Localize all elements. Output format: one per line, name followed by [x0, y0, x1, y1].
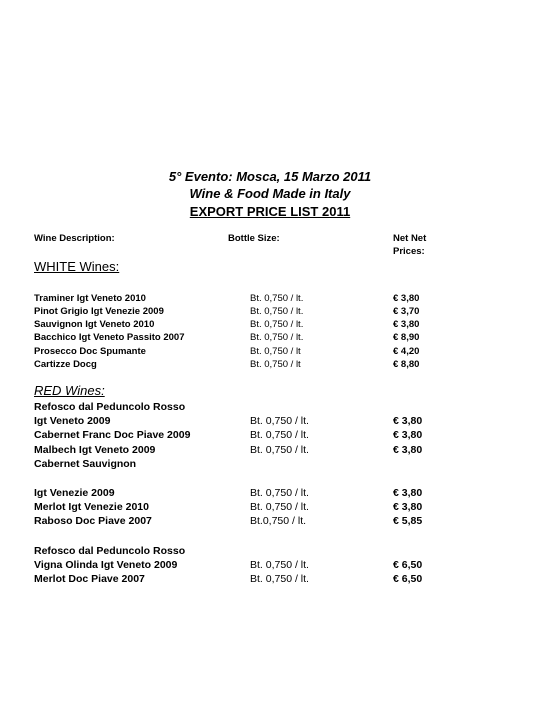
table-row	[0, 305, 540, 318]
event-subtitle: Wine & Food Made in Italy	[189, 186, 351, 201]
bottle-size: Bt. 0,750 / lt.	[250, 319, 304, 330]
bottle-size: Bt. 0,750 / lt.	[250, 573, 309, 585]
table-row	[0, 318, 540, 331]
price-list-title: EXPORT PRICE LIST 2011	[189, 204, 351, 219]
wine-name: Cartizze Docg	[34, 359, 97, 370]
wine-name: Merlot Igt Venezie 2010	[34, 501, 149, 513]
column-header-price	[393, 232, 426, 258]
table-row	[0, 457, 540, 470]
table-row	[0, 500, 540, 513]
table-row	[0, 414, 540, 427]
wine-price: € 8,90	[393, 332, 420, 343]
bottle-size: Bt.0,750 / lt.	[250, 515, 307, 527]
wine-price: € 3,70	[393, 306, 420, 317]
bottle-size: Bt. 0,750 / lt.	[250, 429, 309, 441]
wine-name: Cabernet Sauvignon	[34, 458, 137, 470]
event-title: 5° Evento: Mosca, 15 Marzo 2011	[168, 169, 372, 184]
wine-name: Bacchico Igt Veneto Passito 2007	[34, 332, 185, 343]
white-wines-heading: WHITE Wines:	[34, 259, 120, 274]
bottle-size: Bt. 0,750 / lt.	[250, 444, 309, 456]
bottle-size: Bt. 0,750 / lt.	[250, 415, 309, 427]
wine-price: € 3,80	[393, 444, 423, 456]
wine-name: Merlot Doc Piave 2007	[34, 573, 145, 585]
wine-name: Malbech Igt Veneto 2009	[34, 444, 156, 456]
wine-name: Vigna Olinda Igt Veneto 2009	[34, 559, 178, 571]
table-row	[0, 331, 540, 344]
bottle-size: Bt. 0,750 / lt.	[250, 293, 304, 304]
table-row	[0, 400, 540, 413]
bottle-size: Bt. 0,750 / lt.	[250, 487, 309, 499]
red-wines-heading: RED Wines:	[34, 383, 105, 398]
bottle-size: Bt. 0,750 / lt.	[250, 306, 304, 317]
wine-price: € 3,80	[393, 415, 423, 427]
wine-name: Traminer Igt Veneto 2010	[34, 293, 146, 304]
wine-price: € 6,50	[393, 559, 423, 571]
wine-price: € 5,85	[393, 515, 423, 527]
wine-name: Sauvignon Igt Veneto 2010	[34, 319, 155, 330]
bottle-size: Bt. 0,750 / lt.	[250, 559, 309, 571]
table-row	[0, 443, 540, 456]
table-row	[0, 558, 540, 571]
bottle-size: Bt. 0,750 / lt	[250, 359, 301, 370]
table-row	[0, 292, 540, 305]
wine-price: € 3,80	[393, 501, 423, 513]
wine-price: € 6,50	[393, 573, 423, 585]
table-row	[0, 486, 540, 499]
bottle-size: Bt. 0,750 / lt.	[250, 332, 304, 343]
wine-price: € 3,80	[393, 487, 423, 499]
column-header-bottle-size: Bottle Size:	[228, 233, 280, 244]
wine-price: € 3,80	[393, 429, 423, 441]
wine-price: € 3,80	[393, 319, 420, 330]
bottle-size: Bt. 0,750 / lt.	[250, 501, 309, 513]
table-row	[0, 514, 540, 527]
table-row	[0, 428, 540, 441]
column-header-description: Wine Description:	[34, 233, 115, 244]
column-header-price-line1: Net Net	[393, 233, 427, 244]
table-row	[0, 345, 540, 358]
column-header-price-line2: Prices:	[393, 246, 425, 257]
table-row	[0, 358, 540, 371]
bottle-size: Bt. 0,750 / lt	[250, 346, 301, 357]
wine-name: Cabernet Franc Doc Piave 2009	[34, 429, 191, 441]
wine-price: € 4,20	[393, 346, 420, 357]
wine-name: Igt Venezie 2009	[34, 487, 115, 499]
wine-name: Refosco dal Peduncolo Rosso	[34, 545, 186, 557]
wine-price: € 8,80	[393, 359, 420, 370]
wine-name: Prosecco Doc Spumante	[34, 346, 146, 357]
wine-name: Refosco dal Peduncolo Rosso	[34, 401, 186, 413]
wine-name: Raboso Doc Piave 2007	[34, 515, 152, 527]
wine-price: € 3,80	[393, 293, 420, 304]
wine-name: Pinot Grigio Igt Venezie 2009	[34, 306, 164, 317]
table-row	[0, 572, 540, 585]
table-row	[0, 544, 540, 557]
wine-name: Igt Veneto 2009	[34, 415, 111, 427]
